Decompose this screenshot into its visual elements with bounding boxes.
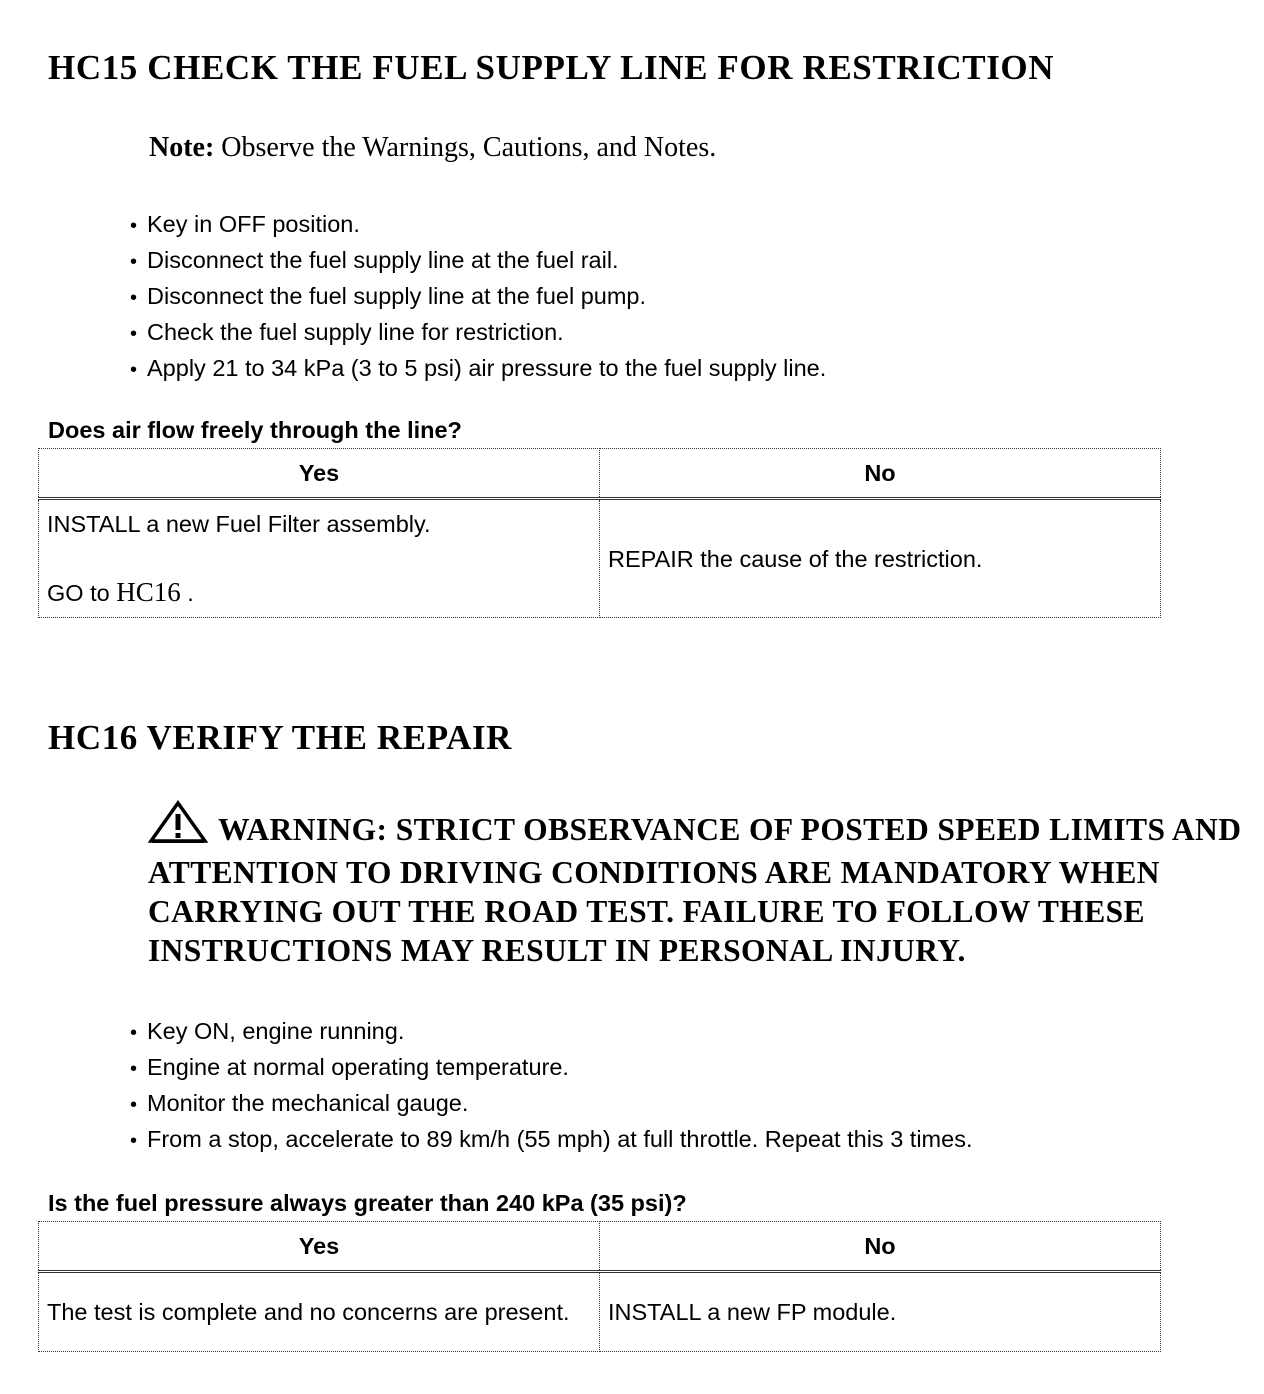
goto-prefix: GO to [47,580,110,606]
note [149,130,716,166]
warning-text: WARNING: STRICT OBSERVANCE OF POSTED SPEED LIMITS AND ATTENTION TO DRIVING CONDITIONS ARE MANDATORY WHEN CARRYING OUT THE ROAD TEST. FAILURE TO FOLLOW THESE INSTRUCTIONS MAY RESULT IN PERSONAL INJURY. [148,812,1242,968]
yes-cell [39,499,600,618]
section-heading-hc16: HC16 VERIFY THE REPAIR [48,718,513,757]
yes-header: Yes [39,1222,600,1272]
table-row [39,499,1161,618]
no-header: No [600,449,1161,499]
yes-action: INSTALL a new Fuel Filter assembly. [47,511,431,537]
list-item: • Key in OFF position. [130,207,826,243]
question-hc15: Does air flow freely through the line? [48,417,462,443]
note-text: Observe the Warnings, Cautions, and Notes. [221,132,717,163]
no-cell: INSTALL a new FP module. [600,1272,1161,1352]
warning-triangle-icon [148,800,208,853]
list-item: • From a stop, accelerate to 89 km/h (55 mph) at full throttle. Repeat this 3 times. [130,1122,972,1158]
question-hc16: Is the fuel pressure always greater than 240 kPa (35 psi)? [48,1190,687,1216]
table-header-row [39,1222,1161,1272]
no-header: No [600,1222,1161,1272]
list-item: • Disconnect the fuel supply line at the fuel pump. [130,279,826,315]
no-cell: REPAIR the cause of the restriction. [600,499,1161,618]
list-item: • Monitor the mechanical gauge. [130,1086,972,1122]
note-label: Note: [149,132,215,163]
yes-no-table-hc16 [38,1221,1161,1352]
yes-no-table-hc15 [38,448,1161,618]
list-item: • Disconnect the fuel supply line at the fuel rail. [130,243,826,279]
table-header-row [39,449,1161,499]
list-item: • Key ON, engine running. [130,1014,972,1050]
yes-header: Yes [39,449,600,499]
list-item: • Apply 21 to 34 kPa (3 to 5 psi) air pressure to the fuel supply line. [130,351,826,387]
warning-block [148,800,1248,970]
yes-cell: The test is complete and no concerns are present. [39,1272,600,1352]
step-list-hc16 [130,1014,972,1158]
list-item: • Check the fuel supply line for restriction. [130,315,826,351]
list-item: • Engine at normal operating temperature. [130,1050,972,1086]
table-row [39,1272,1161,1352]
section-heading-hc15: HC15 CHECK THE FUEL SUPPLY LINE FOR RESTRICTION [48,48,1055,87]
goto-suffix: . [187,580,194,606]
step-list-hc15 [130,207,826,387]
goto-hc16-link[interactable]: HC16 [116,577,181,607]
